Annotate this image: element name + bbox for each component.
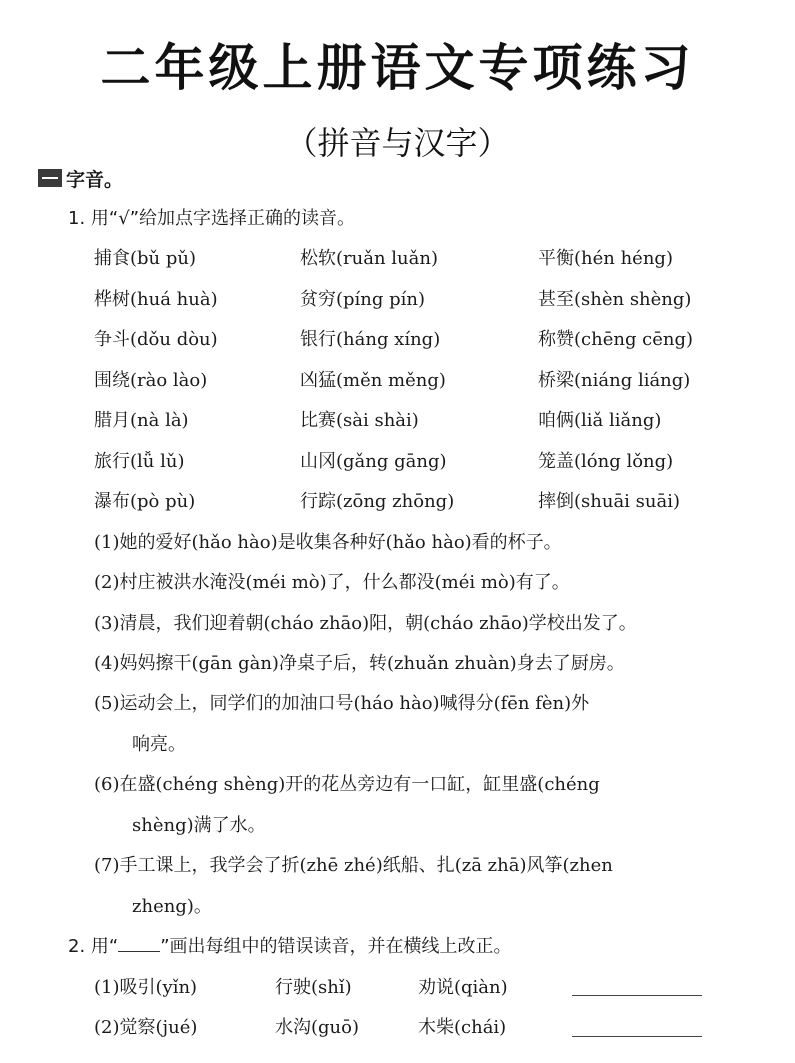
question-2-prompt: 2. 用“ ”画出每组中的错误读音，并在横线上改正。 bbox=[68, 936, 512, 957]
word-item: 摔倒(shuāi suāi) bbox=[538, 491, 680, 512]
sentence-2: (2)村庄被洪水淹没(méi mò)了，什么都没(méi mò)有了。 bbox=[94, 572, 570, 593]
answer-line-2[interactable] bbox=[572, 1036, 702, 1037]
section-heading bbox=[38, 166, 123, 190]
word-item: 凶猛(měn měng) bbox=[300, 370, 446, 391]
word-item: 围绕(rào lào) bbox=[94, 370, 208, 391]
word-item: 银行(háng xíng) bbox=[300, 329, 441, 350]
section-number-one-icon bbox=[38, 169, 62, 187]
sentence-6-cont: shèng)满了水。 bbox=[132, 815, 266, 836]
section-label: 字音。 bbox=[66, 168, 124, 191]
word-item: 山冈(gǎng gāng) bbox=[300, 451, 447, 472]
question-1-prompt: 1. 用“√”给加点字选择正确的读音。 bbox=[68, 208, 356, 229]
underline-sample bbox=[118, 937, 160, 952]
word-item: 旅行(lǚ lǔ) bbox=[94, 451, 185, 472]
word-item: 贫穷(píng pín) bbox=[300, 289, 426, 310]
q2-row-1-item-2: 行驶(shǐ) bbox=[275, 977, 352, 998]
q2-row-2-item-3: 木柴(chái) bbox=[418, 1017, 507, 1038]
word-item: 甚至(shèn shèng) bbox=[538, 289, 692, 310]
q2-row-1-item-1: (1)吸引(yǐn) bbox=[94, 977, 198, 998]
word-item: 捕食(bǔ pǔ) bbox=[94, 248, 196, 269]
q2-row-2-item-1: (2)觉察(jué) bbox=[94, 1017, 198, 1038]
word-item: 腊月(nà là) bbox=[94, 410, 189, 431]
q2-row-2-item-2: 水沟(guō) bbox=[275, 1017, 359, 1038]
word-item: 笼盖(lóng lǒng) bbox=[538, 451, 674, 472]
sentence-5: (5)运动会上，同学们的加油口号(háo hào)喊得分(fēn fèn)外 bbox=[94, 693, 590, 714]
word-item: 松软(ruǎn luǎn) bbox=[300, 248, 438, 269]
word-item: 咱俩(liǎ liǎng) bbox=[538, 410, 662, 431]
q2-row-1-item-3: 劝说(qiàn) bbox=[418, 977, 508, 998]
word-item: 称赞(chēng cēng) bbox=[538, 329, 694, 350]
sentence-3: (3)清晨，我们迎着朝(cháo zhāo)阳，朝(cháo zhāo)学校出发了。 bbox=[94, 613, 637, 634]
word-item: 瀑布(pò pù) bbox=[94, 491, 196, 512]
sentence-1: (1)她的爱好(hǎo hào)是收集各种好(hǎo hào)看的杯子。 bbox=[94, 532, 562, 553]
page-title: 二年级上册语文专项练习 bbox=[100, 39, 695, 97]
answer-line-1[interactable] bbox=[572, 995, 702, 996]
word-item: 比赛(sài shài) bbox=[300, 410, 419, 431]
sentence-5-cont: 响亮。 bbox=[132, 734, 186, 755]
word-item: 桥梁(niáng liáng) bbox=[538, 370, 691, 391]
word-item: 争斗(dǒu dòu) bbox=[94, 329, 218, 350]
sentence-7-cont: zheng)。 bbox=[132, 896, 212, 917]
word-item: 平衡(hén héng) bbox=[538, 248, 673, 269]
sentence-4: (4)妈妈擦干(gān gàn)净桌子后，转(zhuǎn zhuàn)身去了厨房。 bbox=[94, 653, 625, 674]
sentence-7: (7)手工课上，我学会了折(zhē zhé)纸船、扎(zā zhā)风筝(zhen bbox=[94, 855, 613, 876]
sentence-6: (6)在盛(chéng shèng)开的花丛旁边有一口缸，缸里盛(chéng bbox=[94, 774, 600, 795]
word-item: 桦树(huá huà) bbox=[94, 289, 218, 310]
word-item: 行踪(zōng zhōng) bbox=[300, 491, 455, 512]
page-subtitle: （拼音与汉字） bbox=[285, 124, 510, 162]
